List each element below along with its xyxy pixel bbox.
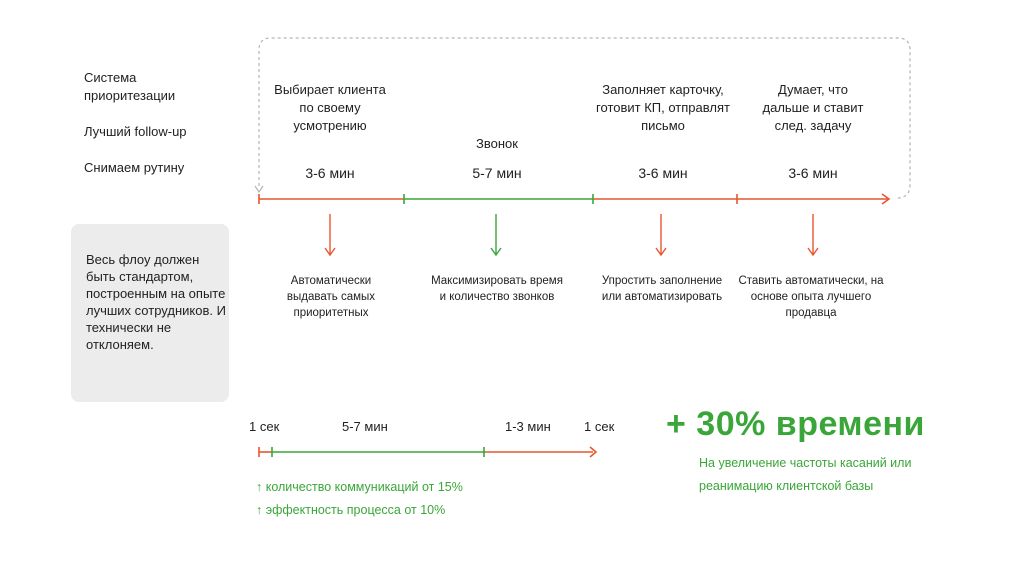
stat-efficiency: ↑ эффектность процесса от 10%	[256, 503, 446, 517]
step-action-4: Ставить автоматически, на основе опыта лучшего продавца	[738, 275, 884, 319]
step-title-2: Звонок	[476, 136, 518, 151]
timeline2-label-2: 5-7 мин	[342, 419, 388, 434]
timeline2-label-4: 1 сек	[584, 419, 615, 434]
step-duration-3: 3-6 мин	[638, 165, 688, 181]
headline-subtitle: На увеличение частоты касаний или реанимацию клиентской базы	[699, 456, 912, 493]
headline-time-saving: + 30% времени	[666, 405, 925, 443]
label-routine: Снимаем рутину	[84, 160, 185, 175]
step-title-4: Думает, что дальше и ставит след. задачу	[762, 82, 864, 133]
down-arrow-icon	[491, 214, 501, 255]
down-arrow-icon	[325, 214, 335, 255]
step-duration-4: 3-6 мин	[788, 165, 838, 181]
step-action-2: Максимизировать время и количество звонков	[431, 275, 563, 303]
step-title-3: Заполняет карточку, готовит КП, отправлят письмо	[596, 82, 730, 133]
step-action-3: Упростить заполнение или автоматизировать	[601, 275, 723, 303]
stat-communications: ↑ количество коммуникаций от 15%	[256, 480, 463, 494]
down-arrow-icon	[656, 214, 666, 255]
label-follow-up: Лучший follow-up	[84, 124, 187, 139]
note-text: Весь флоу должен быть стандартом, построенным на опыте лучших сотрудников. И технически не отклоняем.	[86, 252, 226, 352]
timeline2-label-3: 1-3 мин	[505, 419, 551, 434]
step-title-1: Выбирает клиента по своему усмотрению	[274, 82, 386, 133]
step-duration-1: 3-6 мин	[305, 165, 355, 181]
step-action-1: Автоматически выдавать самых приоритетных	[286, 275, 376, 319]
down-arrow-icon	[808, 214, 818, 255]
label-prioritization: Система приоритезации	[84, 70, 176, 103]
timeline2-label-1: 1 сек	[249, 419, 280, 434]
loop-arrowhead	[255, 186, 263, 192]
step-duration-2: 5-7 мин	[472, 165, 522, 181]
